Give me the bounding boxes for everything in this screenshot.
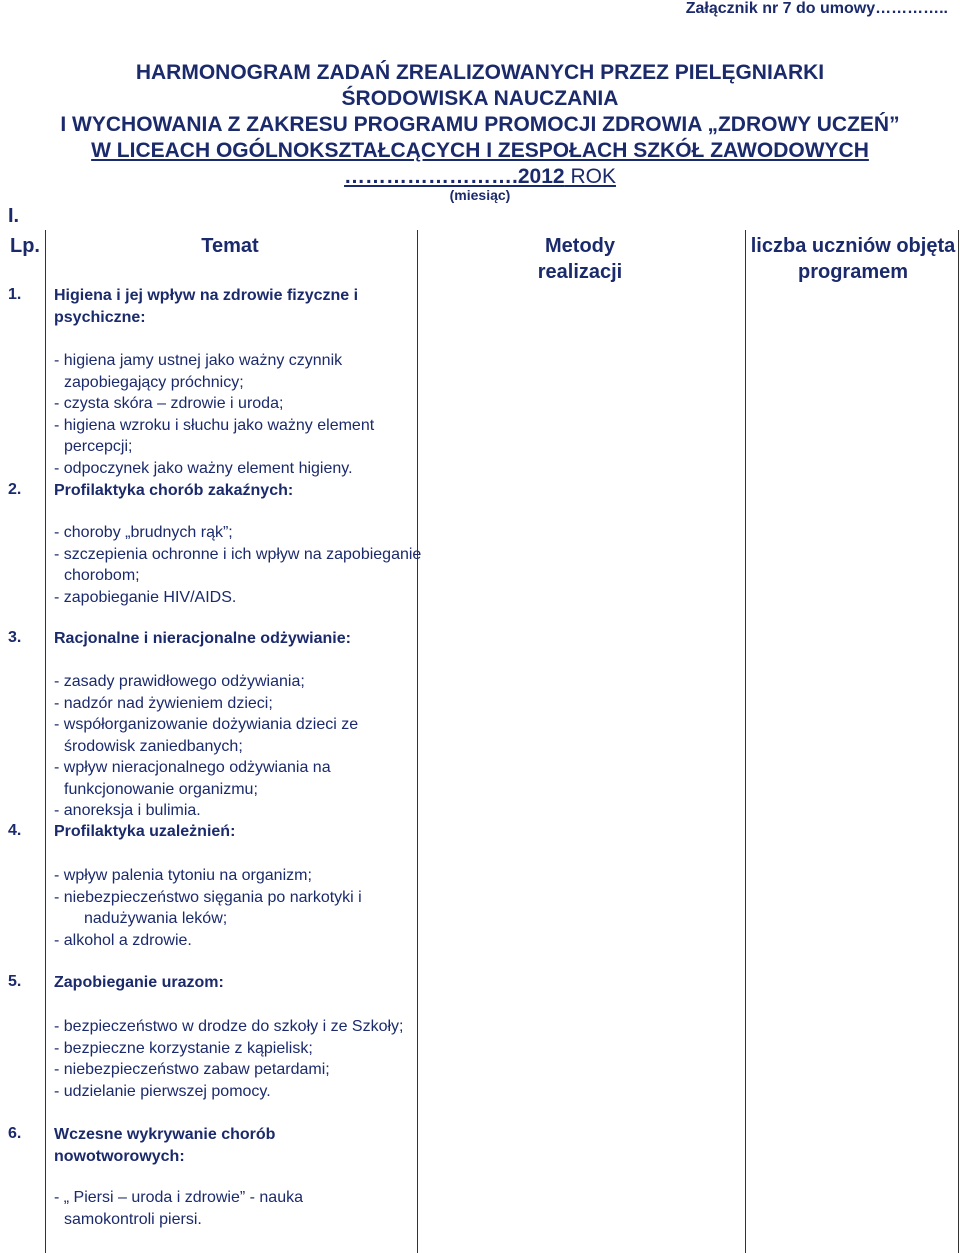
- list-item: - higiena wzroku i słuchu jako ważny element percepcji;: [54, 416, 375, 455]
- title-line-2: ŚRODOWISKA NAUCZANIA: [341, 87, 619, 110]
- list-item: - bezpieczeństwo w drodze do szkoły i ze Szkoły;: [54, 1018, 404, 1035]
- list-item: - nadzór nad żywieniem dzieci;: [54, 694, 273, 712]
- header-temat: Temat: [201, 235, 259, 257]
- topic-list: [54, 1187, 354, 1230]
- list-item: - szczepienia ochronne i ich wpływ na zapobieganie chorobom;: [54, 545, 422, 584]
- list-item: - alkohol a zdrowie.: [54, 931, 192, 949]
- section-number: 4.: [8, 822, 22, 839]
- list-item: - niebezpieczeństwo sięgania po narkotyki i nadużywania leków;: [54, 888, 362, 927]
- list-item: - udzielanie pierwszej pomocy.: [54, 1082, 271, 1100]
- section-title: Higiena i jej wpływ na zdrowie fizyczne i psychiczne:: [54, 287, 359, 326]
- topic-list: [54, 865, 424, 951]
- title-date-dots: …………………….2012: [344, 165, 565, 188]
- section-number: 1.: [8, 286, 22, 303]
- list-item: - zapobieganie HIV/AIDS.: [54, 588, 237, 606]
- topic-list: [54, 1016, 424, 1102]
- section-number: 3.: [8, 629, 22, 646]
- topic-list: [54, 522, 424, 608]
- section-number: 6.: [8, 1125, 22, 1142]
- list-item: - higiena jamy ustnej jako ważny czynnik zapobiegający próchnicy;: [54, 352, 343, 391]
- title-date-suffix: ROK: [564, 165, 616, 188]
- section-title: Racjonalne i nieracjonalne odżywianie:: [54, 630, 351, 647]
- topic-list: [54, 350, 424, 479]
- list-item: - czysta skóra – zdrowie i uroda;: [54, 395, 284, 412]
- document-title: [0, 60, 960, 190]
- list-item: - „ Piersi – uroda i zdrowie” - nauka samokontroli piersi.: [54, 1189, 303, 1228]
- topic-list: [54, 671, 424, 822]
- header-lp: Lp.: [10, 235, 40, 257]
- header-liczba: liczba uczniów objęta programem: [750, 235, 956, 283]
- section-roman: I.: [8, 205, 20, 227]
- attachment-label: Załącznik nr 7 do umowy…………..: [685, 0, 948, 17]
- column-divider: [745, 230, 746, 1253]
- month-label: (miesiąc): [449, 187, 511, 203]
- column-divider: [45, 230, 46, 1253]
- list-item: - współorganizowanie dożywiania dzieci ze środowisk zaniedbanych;: [54, 716, 359, 755]
- section-title: Profilaktyka chorób zakaźnych:: [54, 482, 294, 499]
- title-line-3: I WYCHOWANIA Z ZAKRESU PROGRAMU PROMOCJI ZDROWIA „ZDROWY UCZEŃ”: [60, 113, 900, 136]
- title-line-4: W LICEACH OGÓLNOKSZTAŁCĄCYCH I ZESPOŁACH SZKÓŁ ZAWODOWYCH: [91, 139, 869, 162]
- list-item: - anoreksja i bulimia.: [54, 802, 201, 819]
- title-line-1: HARMONOGRAM ZADAŃ ZREALIZOWANYCH PRZEZ PIELĘGNIARKI: [135, 61, 825, 84]
- section-number: 5.: [8, 973, 22, 990]
- list-item: - wpływ palenia tytoniu na organizm;: [54, 867, 312, 884]
- section-title: Zapobieganie urazom:: [54, 974, 224, 991]
- list-item: - choroby „brudnych rąk”;: [54, 524, 233, 541]
- header-metody: Metody realizacji: [537, 235, 623, 283]
- list-item: - odpoczynek jako ważny element higieny.: [54, 459, 353, 477]
- section-title: Profilaktyka uzależnień:: [54, 823, 236, 840]
- list-item: - wpływ nieracjonalnego odżywiania na funkcjonowanie organizmu;: [54, 759, 331, 798]
- list-item: - niebezpieczeństwo zabaw petardami;: [54, 1061, 330, 1078]
- column-divider: [958, 230, 959, 1253]
- list-item: - zasady prawidłowego odżywiania;: [54, 673, 305, 690]
- section-title: Wczesne wykrywanie chorób nowotworowych:: [54, 1126, 276, 1165]
- list-item: - bezpieczne korzystanie z kąpielisk;: [54, 1039, 313, 1057]
- schedule-table: [0, 230, 960, 1253]
- section-number: 2.: [8, 481, 22, 498]
